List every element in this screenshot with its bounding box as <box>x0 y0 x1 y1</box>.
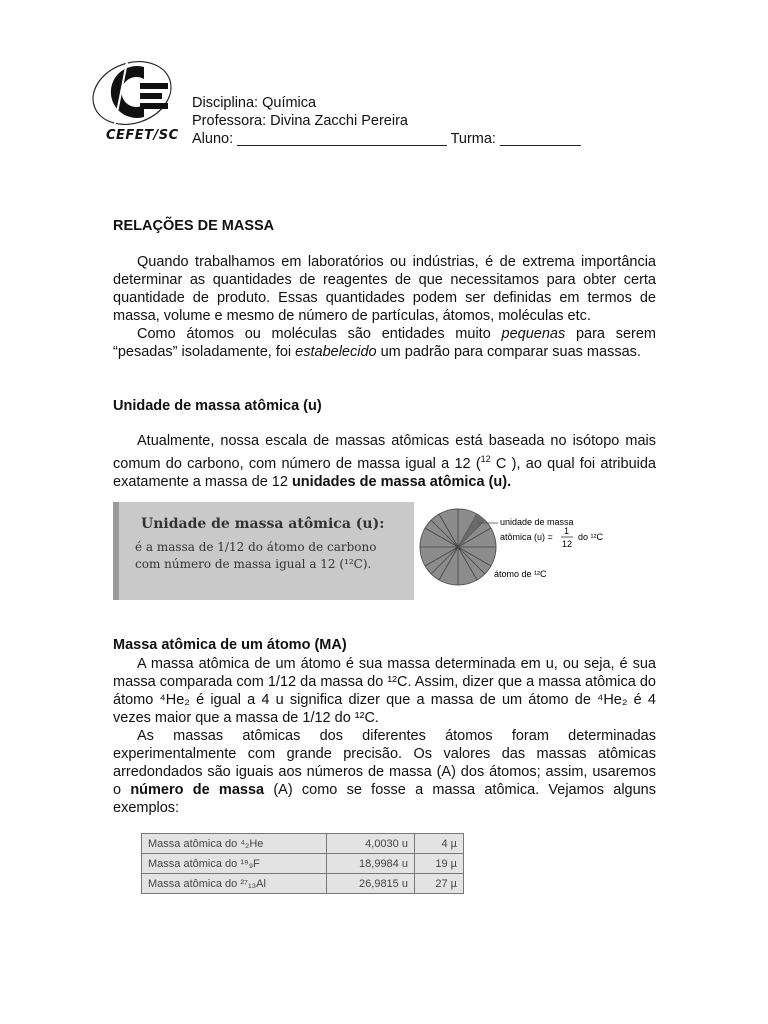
amu-bold: unidades de massa atômica (u). <box>291 473 512 490</box>
amu-sup: 12 <box>480 454 491 464</box>
intro-em-established: estabelecido <box>295 344 377 360</box>
section-amu-heading: Unidade de massa atômica (u) <box>113 398 322 414</box>
intro-em-small: pequenas <box>501 326 566 342</box>
row-value: 18,9984 u <box>327 854 415 874</box>
table-row <box>142 834 464 854</box>
amu-box-line-2: com número de massa igual a 12 (¹²C). <box>135 557 372 571</box>
amu-definition-box <box>113 502 414 600</box>
section-ma-paragraph-1 <box>113 655 656 727</box>
atomic-mass-table <box>141 833 464 894</box>
cefet-logo <box>84 55 184 147</box>
label-den: 12 <box>562 539 573 549</box>
student-line: Aluno: __________________________ Turma: __________ <box>192 131 581 147</box>
table-row <box>142 874 464 894</box>
section-ma-paragraph-2 <box>113 727 656 817</box>
section-amu-paragraph <box>113 432 656 491</box>
row-value: 26,9815 u <box>327 874 415 894</box>
intro-paragraph-2 <box>113 325 656 361</box>
row-rounded: 19 µ <box>414 854 463 874</box>
amu-box-title: Unidade de massa atômica (u): <box>141 516 385 532</box>
section-ma-heading: Massa atômica de um átomo (MA) <box>113 637 347 653</box>
row-label: Massa atômica do ⁴₂He <box>142 834 327 854</box>
carbon-atom-figure <box>418 505 628 593</box>
amu-box-line-1: é a massa de 1/12 do átomo de carbono <box>135 540 377 554</box>
page-title: RELAÇÕES DE MASSA <box>113 218 275 234</box>
intro-paragraph-1 <box>113 253 656 325</box>
label-unit: unidade de massa <box>500 517 574 527</box>
ma-bold: número de massa <box>130 782 265 798</box>
table-row <box>142 854 464 874</box>
label-num: 1 <box>564 526 570 536</box>
ma-text-2a: As massas atômicas dos diferentes átomos foram determinadas experimentalmente com grande precisão. Os valores das massas atômicas arredondados são iguais aos números de massa (A) dos átomos; assim, usaremos o <box>113 728 656 798</box>
label-formula-b: do ¹²C <box>578 532 604 542</box>
row-label: Massa atômica do ²⁷₁₃Al <box>142 874 327 894</box>
row-rounded: 4 µ <box>414 834 463 854</box>
discipline-line: Disciplina: Química <box>192 95 317 111</box>
label-atom: átomo de ¹²C <box>494 569 547 579</box>
row-value: 4,0030 u <box>327 834 415 854</box>
intro-text-1: Quando trabalhamos em laboratórios ou indústrias, é de extrema importância determinar as quantidades de reagentes de que necessitamos para obter certa quantidade de produto. Essas quantidades podem ser definidas em termos de massa, volume e mesmo de número de partículas, átomos, moléculas etc. <box>113 254 656 324</box>
ma-text-2b: (A) como se fosse a massa atômica. Vejamos alguns exemplos: <box>113 782 656 816</box>
cefet-logo-icon <box>84 55 184 130</box>
intro-text-2b: para serem “pesadas” isoladamente, foi <box>113 326 656 360</box>
intro-text-2c: um padrão para comparar suas massas. <box>376 344 641 360</box>
row-rounded: 27 µ <box>414 874 463 894</box>
label-formula-a: atômica (u) = <box>500 532 553 542</box>
logo-text: CEFET/SC <box>106 128 179 143</box>
ma-text-1: A massa atômica de um átomo é sua massa determinada em u, ou seja, é sua massa comparada com 1/12 da massa do ¹²C. Assim, dizer que a massa atômica do átomo ⁴He₂ é igual a 4 u significa dizer que a massa de um átomo de ⁴He₂ é 4 vezes maior que a massa de 1/12 do ¹²C. <box>113 656 656 726</box>
row-label: Massa atômica do ¹⁹₉F <box>142 854 327 874</box>
amu-text-a: Atualmente, nossa escala de massas atômicas está baseada no isótopo mais comum do carbono, com número de massa igual a 12 ( <box>113 433 656 472</box>
intro-text-2a: Como átomos ou moléculas são entidades muito <box>137 326 502 342</box>
teacher-line: Professora: Divina Zacchi Pereira <box>192 113 408 129</box>
amu-text-b: C ), ao qual foi atribuida exatamente a massa de 12 <box>113 455 656 490</box>
